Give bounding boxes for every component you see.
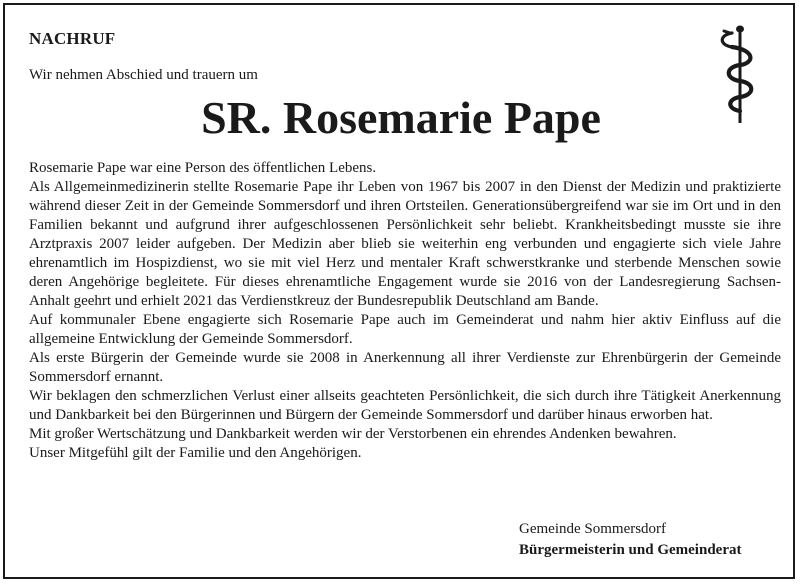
- paragraph: Wir beklagen den schmerzlichen Verlust einer allseits geachteten Persönlichkeit, die sich durch ihre Tätigkeit Anerkennung und Dankbarkeit bei den Bürgerinnen und Bürgern der Gemeinde Sommersdorf und darüber hinaus erworben hat.: [29, 388, 781, 423]
- signature-organization: Gemeinde Sommersdorf: [519, 521, 667, 537]
- paragraph: Auf kommunaler Ebene engagierte sich Rosemarie Pape auch im Gemeinderat und nahm hier aktiv Einfluss auf die allgemeine Entwicklung der Gemeinde Sommersdorf.: [29, 312, 781, 347]
- paragraph: Unser Mitgefühl gilt der Familie und den Angehörigen.: [29, 445, 362, 461]
- deceased-name: SR. Rosemarie Pape: [201, 92, 601, 143]
- paragraph: Als Allgemeinmedizinerin stellte Rosemarie Pape ihr Leben von 1967 bis 2007 in den Dienst der Medizin und praktizierte während dieser Zeit in der Gemeinde Sommersdorf und ihren Ortsteilen. Generationsübergreifend war sie im Ort und in den Familien bekannt und aufgrund ihrer aufgeschlossenen Persönlichkeit sehr beliebt. Krankheitsbedingt musste sie ihre Arztpraxis 2007 leider aufgeben. Der Medizin aber blieb sie weiterhin eng verbunden und engagierte sich viele Jahre ehrenamtlich im Hospizdienst, wo sie mit viel Herz und mentaler Kraft schwerstkranke und sterbende Menschen sowie deren Angehörige begleitete. Für dieses ehrenamtliche Engagement wurde sie 2016 von der Landesregierung Sachsen-Anhalt geehrt und erhielt 2021 das Verdienstkreuz der Bundesrepublik Deutschland am Bande.: [29, 179, 781, 309]
- notice-heading: NACHRUF: [29, 29, 116, 48]
- obituary-notice: [3, 3, 795, 579]
- signature-block: [519, 519, 741, 561]
- paragraph: Als erste Bürgerin der Gemeinde wurde sie 2008 in Anerkennung all ihrer Verdienste zur Ehrenbürgerin der Gemeinde Sommersdorf ernannt.: [29, 350, 781, 385]
- paragraph: Rosemarie Pape war eine Person des öffentlichen Lebens.: [29, 160, 377, 176]
- signature-role: Bürgermeisterin und Gemeinderat: [519, 542, 742, 558]
- intro-line: Wir nehmen Abschied und trauern um: [29, 67, 258, 83]
- obituary-body: [29, 159, 781, 463]
- staff-of-asclepius-icon: [717, 23, 765, 125]
- paragraph: Mit großer Wertschätzung und Dankbarkeit werden wir der Verstorbenen ein ehrendes Andenken bewahren.: [29, 426, 677, 442]
